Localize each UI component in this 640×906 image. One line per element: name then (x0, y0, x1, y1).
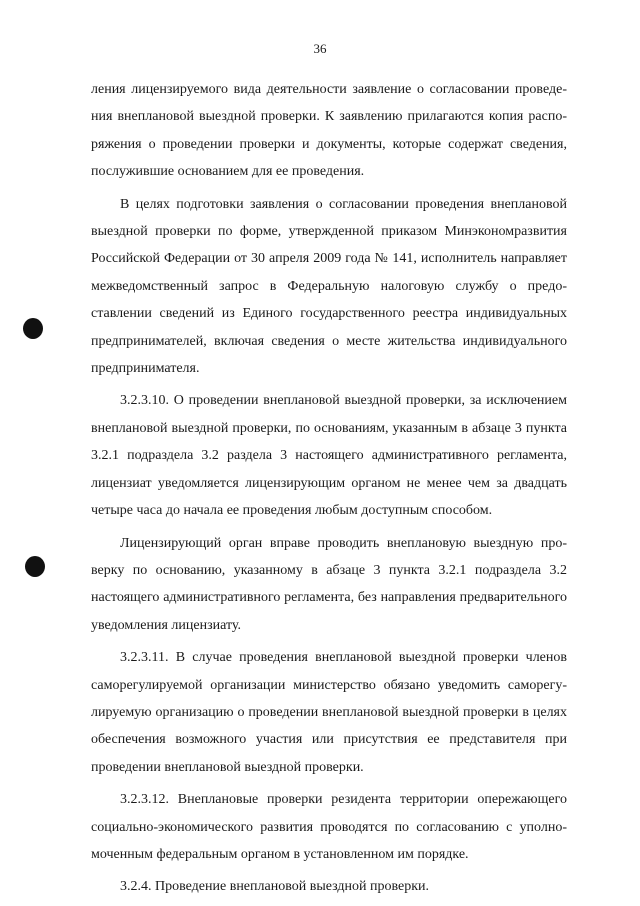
document-body (91, 76, 567, 906)
punch-hole-mark (23, 318, 43, 339)
paragraph-application-preparation: В целях подготовки заявления о согласовании проведения внеплановой выездной проверки по форме, утвержденной приказом Минэкономразвития Российской Федерации от 30 апреля 2009 года № 141, исполнитель направляет межведомственный запрос в Федеральную налоговую службу о предоставлении сведений из Единого государственного реестра индивидуальных предпринимателей, включая сведения о месте жительства индивидуального предпринимателя. (91, 196, 567, 377)
paragraph-3-2-3-11: 3.2.3.11. В случае проведения внеплановой выездной проверки членов саморегулируемой организации министерство обязано уведомить саморегулируемую организацию о проведении внеплановой выездной проверки в целях обеспечения возможного участия или присутствия ее представителя при проведении внеплановой выездной проверки. (91, 650, 567, 775)
paragraph-3-2-3-12: 3.2.3.12. Внеплановые проверки резидента территории опережающего социально-экономического развития проводятся по согласованию с уполномоченным федеральным органом в установленном им порядке. (91, 792, 567, 862)
punch-hole-mark (25, 556, 45, 577)
page-number: 36 (313, 41, 327, 56)
paragraph-licensing-authority: Лицензирующий орган вправе проводить внеплановую выездную проверку по основанию, указанному в абзаце 3 пункта 3.2.1 подраздела 3.2 настоящего административного регламента, без направления предварительного уведомления лицензиату. (91, 535, 567, 633)
paragraph-continuation: ления лицензируемого вида деятельности заявление о согласовании проведения внеплановой выездной проверки. К заявлению прилагаются копия распоряжения о проведении проверки и документы, которые содержат сведения, послужившие основанием для ее проведения. (91, 82, 567, 180)
paragraph-3-2-4: 3.2.4. Проведение внеплановой выездной проверки. (120, 879, 430, 895)
paragraph-3-2-3-10: 3.2.3.10. О проведении внеплановой выездной проверки, за исключением внеплановой выездной проверки, по основаниям, указанным в абзаце 3 пункта 3.2.1 подраздела 3.2 раздела 3 настоящего административного регламента, лицензиат уведомляется лицензирующим органом не менее чем за двадцать четыре часа до начала ее проведения любым доступным способом. (91, 393, 567, 519)
